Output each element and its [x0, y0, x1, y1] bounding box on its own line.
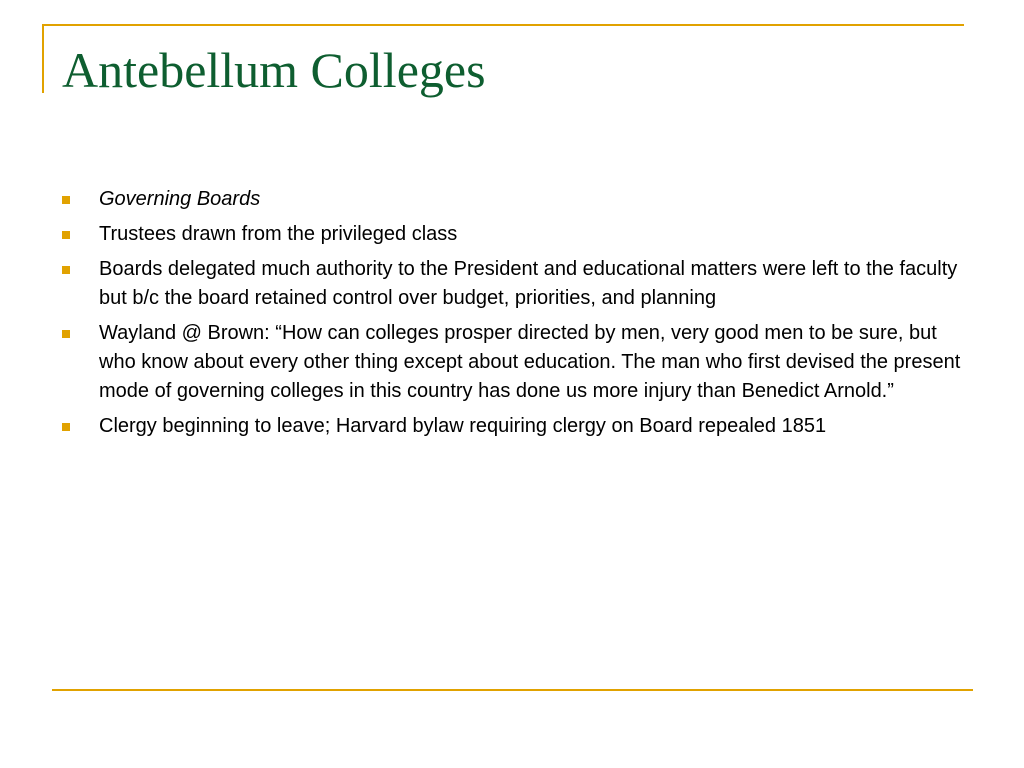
bullet-text: Governing Boards: [99, 188, 261, 210]
square-bullet-icon: [62, 196, 70, 204]
bullet-text: Clergy beginning to leave; Harvard bylaw requiring clergy on Board repealed 1851: [99, 415, 827, 437]
left-rule: [42, 24, 44, 93]
bullet-item: [62, 255, 962, 313]
slide-title: Antebellum Colleges: [62, 42, 486, 98]
bottom-rule: [52, 689, 973, 691]
bullet-text: Trustees drawn from the privileged class: [99, 223, 458, 245]
bullet-item: [62, 220, 962, 249]
bullet-text: Wayland @ Brown: “How can colleges prosper directed by men, very good men to be sure, but who know about every other thing except about education. The man who first devised the present mode of governing colleges in this country has done us more injury than Benedict Arnold.”: [99, 322, 961, 402]
bullet-item: [62, 319, 962, 406]
bullet-item: [62, 412, 962, 441]
square-bullet-icon: [62, 231, 70, 239]
top-rule: [42, 24, 964, 26]
square-bullet-icon: [62, 423, 70, 431]
square-bullet-icon: [62, 330, 70, 338]
bullet-list: [62, 185, 962, 447]
square-bullet-icon: [62, 266, 70, 274]
bullet-item: [62, 185, 962, 214]
bullet-text: Boards delegated much authority to the President and educational matters were left to the faculty but b/c the board retained control over budget, priorities, and planning: [99, 258, 958, 309]
